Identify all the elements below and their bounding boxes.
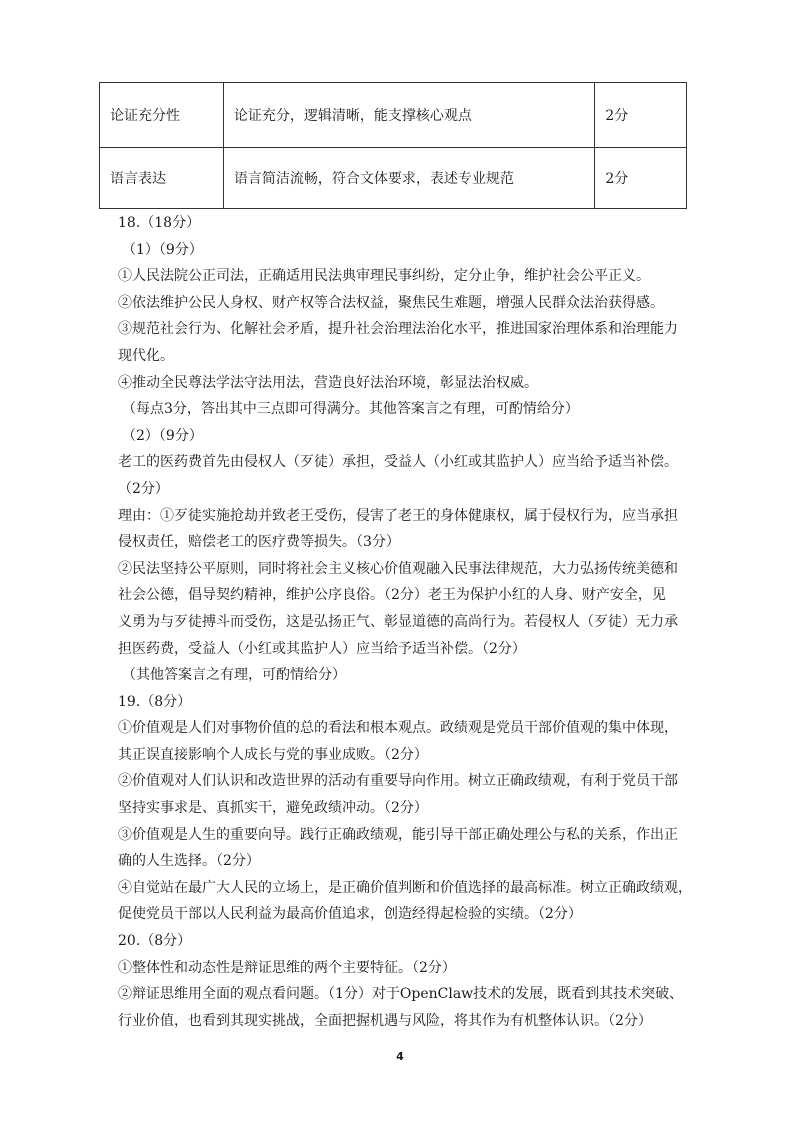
answer-line: ①人民法院公正司法，正确适用民法典审理民事纠纷，定分止争，维护社会公平正义。: [118, 268, 650, 285]
answer-line: 担医药费，受益人（小红或其监护人）应当给予适当补偿。（2分）: [118, 640, 526, 657]
scoring-note: （其他答案言之有理，可酌情给分）: [122, 667, 346, 684]
table-row: [100, 148, 687, 209]
subquestion-heading: （2）（9分）: [122, 427, 203, 444]
scoring-table: [99, 82, 687, 209]
answer-line: ③价值观是人生的重要向导。践行正确政绩观，能引导干部正确处理公与私的关系，作出正: [118, 826, 678, 843]
answer-line: 老工的医药费首先由侵权人（歹徒）承担，受益人（小红或其监护人）应当给予适当补偿。: [118, 454, 678, 471]
answer-line: 行业价值，也看到其现实挑战，全面把握机遇与风险，将其作为有机整体认识。（2分）: [118, 1012, 652, 1029]
answer-line: ②价值观对人们认识和改造世界的活动有重要导向作用。树立正确政绩观，有利于党员干部: [118, 773, 678, 790]
scoring-note: （每点3分，答出其中三点即可得满分。其他答案言之有理，可酌情给分）: [122, 401, 579, 418]
table-row: [100, 83, 687, 148]
answer-line: ③规范社会行为、化解社会矛盾，提升社会治理法治化水平，推进国家治理体系和治理能力: [118, 321, 678, 338]
answer-line: 义勇为与歹徒搏斗而受伤，这是弘扬正气、彰显道德的高尚行为。若侵权人（歹徒）无力承: [118, 613, 678, 630]
answer-line: ④推动全民尊法学法守法用法，营造良好法治环境，彰显法治权威。: [118, 374, 538, 391]
description-cell: 论证充分，逻辑清晰，能支撑核心观点: [223, 83, 595, 148]
answer-line: ④自觉站在最广大人民的立场上，是正确价值判断和价值选择的最高标准。树立正确政绩观，: [118, 879, 692, 896]
answer-text: [118, 210, 692, 1034]
answer-line: 社会公德，倡导契约精神，维护公序良俗。（2分）老王为保护小红的人身、财产安全，见: [118, 587, 666, 604]
answer-line: 侵权责任，赔偿老工的医疗费等损失。（3分）: [118, 534, 400, 551]
question-heading: 19.（8分）: [118, 693, 192, 710]
answer-line: ②辩证思维用全面的观点看问题。（1分）对于OpenClaw技术的发展，既看到其技术突破、: [118, 986, 684, 1003]
answer-line: 坚持实事求是、真抓实干，避免政绩冲动。（2分）: [118, 800, 428, 817]
description-cell: 语言简洁流畅，符合文体要求，表述专业规范: [223, 148, 595, 209]
page-number: 4: [396, 1050, 404, 1063]
score-cell: 2分: [595, 83, 687, 148]
answer-line: ①整体性和动态性是辩证思维的两个主要特征。（2分）: [118, 959, 456, 976]
question-heading: 18.（18分）: [118, 215, 201, 231]
answer-line: ①价值观是人们对事物价值的总的看法和根本观点。政绩观是党员干部价值观的集中体现，: [118, 720, 678, 737]
answer-line: （2分）: [118, 480, 169, 497]
question-heading: 20.（8分）: [118, 933, 192, 950]
answer-line: ②民法坚持公平原则，同时将社会主义核心价值观融入民事法律规范，大力弘扬传统美德和: [118, 560, 678, 577]
criterion-cell: 语言表达: [100, 148, 224, 209]
answer-line: 确的人生选择。（2分）: [118, 853, 260, 870]
subquestion-heading: （1）（9分）: [122, 241, 203, 258]
answer-line: ②依法维护公民人身权、财产权等合法权益，聚焦民生难题，增强人民群众法治获得感。: [118, 294, 664, 311]
score-cell: 2分: [595, 148, 687, 209]
answer-line: 其正误直接影响个人成长与党的事业成败。（2分）: [118, 746, 428, 763]
answer-line: 促使党员干部以人民利益为最高价值追求，创造经得起检验的实绩。（2分）: [118, 906, 582, 923]
answer-line: 现代化。: [118, 347, 174, 364]
criterion-cell: 论证充分性: [100, 83, 224, 148]
answer-line: 理由：①歹徒实施抢劫并致老王受伤，侵害了老王的身体健康权，属于侵权行为，应当承担: [118, 507, 678, 524]
